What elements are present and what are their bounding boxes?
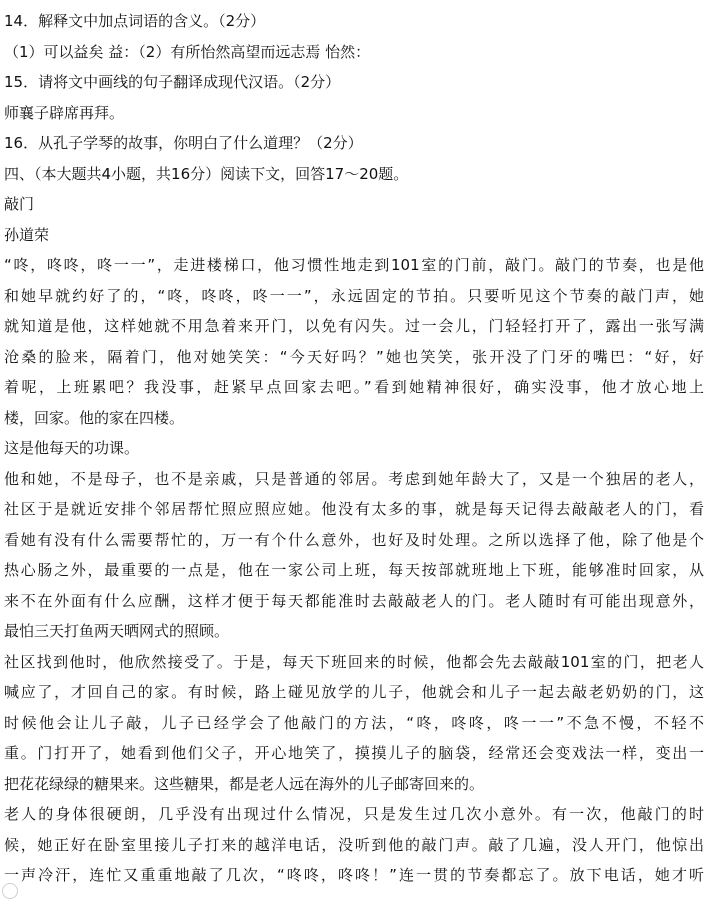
paragraph-line: 最怕三天打鱼两天晒网式的照顾。 [4,622,230,640]
paragraph-line: 就知道是他，这样她就不用急着来开门，以免有闪失。过一会儿，门轻轻打开了，露出一张写满 [4,317,704,335]
watermark-icon [2,883,18,899]
paragraph-line: 一声冷汗，连忙又重重地敲了几次，“咚咚，咚咚！”连一贯的节奏都忘了。放下电话，她才听 [4,866,704,884]
question-16: 16．从孔子学琴的故事，你明白了什么道理？（2分） [4,134,363,152]
paragraph-line: 着呢，上班累吧？我没事，赶紧早点回家去吧。”看到她精神很好，确实没事，他才放心地上 [4,378,704,396]
question-14: 14．解释文中加点词语的含义。（2分） [4,12,266,30]
section-four-instruction: 四、（本大题共4小题，共16分）阅读下文，回答17～20题。 [4,164,409,183]
question-15-sentence: 师襄子辟席再拜。 [4,103,125,122]
paragraph-line: 把花花绿绿的糖果来。这些糖果，都是老人远在海外的儿子邮寄回来的。 [4,774,485,793]
article-title: 敲门 [4,195,35,213]
question-15: 15．请将文中画线的句子翻译成现代汉语。（2分） [4,73,341,91]
paragraph-line: 重。门打开了，她看到他们父子，开心地笑了，摸摸儿子的脑袋，经常还会变戏法一样，变出一 [4,744,704,762]
paragraph-line: “咚，咚咚，咚一一”，走进楼梯口，他习惯性地走到101室的门前，敲门。敲门的节奏，也是他 [4,256,704,274]
paragraph-line: 热心肠之外，最重要的一点是，他在一家公司上班，每天按部就班地上下班，能够准时回家，从 [4,561,704,579]
paragraph-line: 他和她，不是母子，也不是亲戚，只是普通的邻居。考虑到她年龄大了，又是一个独居的老人， [4,469,704,488]
document-body [4,6,704,891]
paragraph-line: 喊应了，才回自己的家。有时候，路上碰见放学的儿子，他就会和儿子一起去敲老奶奶的门，这 [4,683,704,701]
article-author: 孙道荣 [4,225,50,244]
paragraph-line: 社区找到他时，他欣然接受了。于是，每天下班回来的时候，他都会先去敲敲101室的门，把老人 [4,652,704,671]
paragraph-line: 老人的身体很硬朗，几乎没有出现过什么情况，只是发生过几次小意外。有一次，他敲门的时 [4,805,704,823]
paragraph-line: 候，她正好在卧室里接儿子打来的越洋电话，没听到他的敲门声。敲了几遍，没人开门，他惊出 [4,835,704,854]
paragraph-line: 楼，回家。他的家在四楼。 [4,408,185,427]
paragraph-line: 来不在外面有什么应酬，这样才便于每天都能准时去敲敲老人的门。老人随时有可能出现意外， [4,591,704,610]
paragraph-line: 社区于是就近安排个邻居帮忙照应照应她。他没有太多的事，就是每天记得去敲敲老人的门，看 [4,500,704,518]
paragraph-line: 时候他会让儿子敲，儿子已经学会了他敲门的方法，“咚，咚咚，咚一一”不急不慢，不轻不 [4,713,704,732]
paragraph-line: 这是他每天的功课。 [4,439,140,457]
paragraph-line: 沧桑的脸来，隔着门，他对她笑笑：“今天好吗？”她也笑笑，张开没了门牙的嘴巴：“好，好 [4,347,704,366]
watermark [2,883,18,899]
paragraph-line: 看她有没有什么需要帮忙的，万一有个什么意外，也好及时处理。之所以选择了他，除了他是个 [4,530,704,549]
paragraph-line: 和她早就约好了的，“咚，咚咚，咚一一”，永远固定的节拍。只要听见这个节奏的敲门声，她 [4,286,704,305]
question-14-items: （1）可以益矣 益：（2）有所怡然高望而远志焉 怡然： [4,42,371,61]
